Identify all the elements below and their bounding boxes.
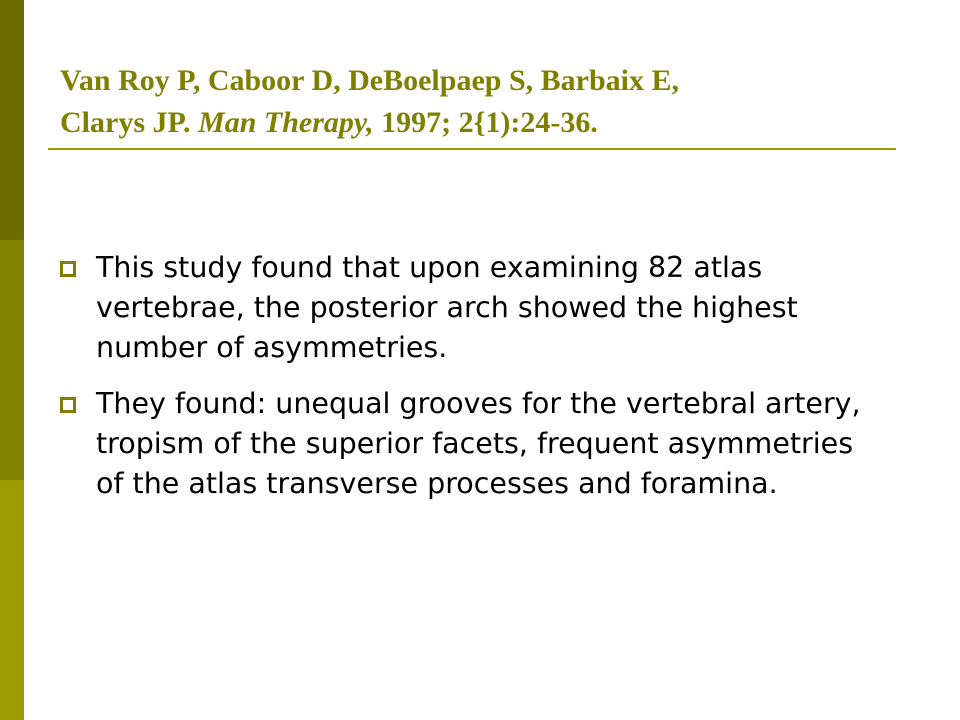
slide-title xyxy=(60,60,900,144)
bullet-text: This study found that upon examining 82 atlas vertebrae, the posterior arch showed the highest number of asymmetries. xyxy=(96,251,798,364)
hollow-square-bullet-icon xyxy=(60,397,76,413)
bullet-list xyxy=(60,248,880,520)
side-bar-segment-middle xyxy=(0,240,24,480)
bullet-item xyxy=(60,248,880,368)
side-bar-segment-bottom xyxy=(0,480,24,720)
bullet-text: They found: unequal grooves for the vertebral artery, tropism of the superior facets, frequent asymmetries of the atlas transverse processes and foramina. xyxy=(96,387,861,500)
title-journal: Man Therapy, xyxy=(198,106,374,139)
side-bar-segment-top xyxy=(0,0,24,240)
title-line2-prefix: Clarys JP. xyxy=(60,106,191,139)
hollow-square-bullet-icon xyxy=(60,261,76,277)
bullet-item xyxy=(60,384,880,504)
side-accent-bar xyxy=(0,0,24,720)
title-divider xyxy=(48,148,896,150)
title-citation: 1997; 2{1):24-36. xyxy=(381,106,598,139)
title-authors: Van Roy P, Caboor D, DeBoelpaep S, Barbaix E, xyxy=(60,64,679,97)
